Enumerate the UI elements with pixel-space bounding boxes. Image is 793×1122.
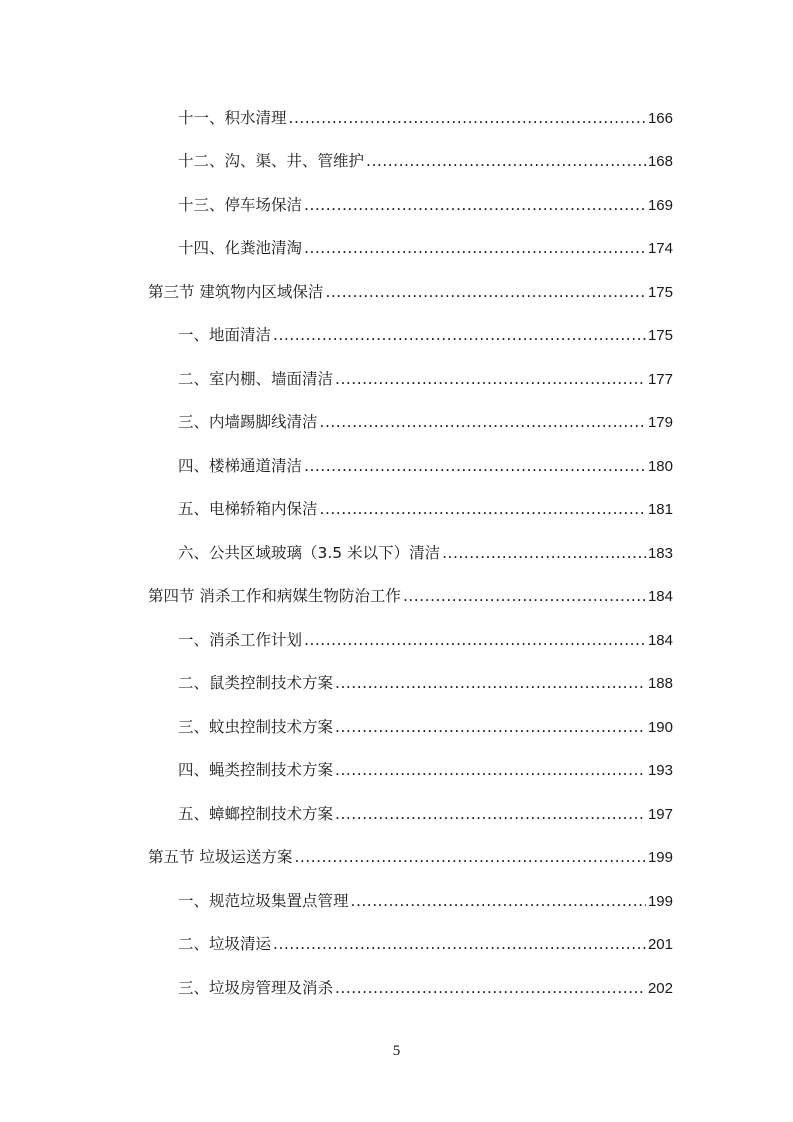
toc-entry-page: 193 xyxy=(647,762,673,779)
toc-entry-page: 184 xyxy=(647,632,673,649)
toc-entry-page: 180 xyxy=(647,458,673,475)
toc-entry-title: 五、蟑螂控制技术方案 xyxy=(178,805,334,823)
toc-entry-title: 六、公共区域玻璃（3.5 米以下）清洁 xyxy=(178,544,441,562)
toc-entry-title: 十四、化粪池清淘 xyxy=(178,239,303,257)
toc-entry[interactable] xyxy=(178,715,673,739)
toc-entry-title: 三、蚊虫控制技术方案 xyxy=(178,718,334,736)
toc-entry-title: 四、蝇类控制技术方案 xyxy=(178,761,334,779)
toc-leader-dots xyxy=(273,932,646,956)
toc-entry-page: 199 xyxy=(647,893,673,910)
toc-entry-page: 175 xyxy=(647,327,673,344)
page-number: 5 xyxy=(392,1043,401,1059)
toc-entry[interactable] xyxy=(178,671,673,695)
toc-leader-dots xyxy=(304,628,646,652)
toc-entry[interactable] xyxy=(178,802,673,826)
toc-entry-page: 177 xyxy=(647,371,673,388)
toc-section-entry[interactable] xyxy=(148,280,673,304)
toc-entry-title: 三、内墙踢脚线清洁 xyxy=(178,413,318,431)
toc-entry[interactable] xyxy=(178,628,673,652)
toc-entry[interactable] xyxy=(178,106,673,130)
toc-entry[interactable] xyxy=(178,193,673,217)
toc-entry[interactable] xyxy=(178,367,673,391)
toc-entry-page: 201 xyxy=(647,936,673,953)
toc-entry-page: 184 xyxy=(647,588,673,605)
toc-entry[interactable] xyxy=(178,541,673,565)
toc-leader-dots xyxy=(403,584,646,608)
toc-entry-title: 第三节 建筑物内区域保洁 xyxy=(148,283,324,301)
toc-entry-title: 二、室内棚、墙面清洁 xyxy=(178,370,334,388)
toc-leader-dots xyxy=(366,149,646,173)
toc-leader-dots xyxy=(442,541,646,565)
toc-entry[interactable] xyxy=(178,976,673,1000)
toc-entry-page: 197 xyxy=(647,806,673,823)
toc-section-entry[interactable] xyxy=(148,584,673,608)
toc-leader-dots xyxy=(304,454,646,478)
toc-entry-page: 169 xyxy=(647,197,673,214)
toc-entry-title: 一、规范垃圾集置点管理 xyxy=(178,892,349,910)
toc-leader-dots xyxy=(304,236,646,260)
toc-leader-dots xyxy=(294,845,646,869)
toc-entry[interactable] xyxy=(178,236,673,260)
toc-leader-dots xyxy=(335,976,646,1000)
toc-leader-dots xyxy=(351,889,646,913)
toc-entry[interactable] xyxy=(178,889,673,913)
toc-entry-page: 183 xyxy=(647,545,673,562)
toc-entry[interactable] xyxy=(178,454,673,478)
toc-entry-page: 202 xyxy=(647,980,673,997)
toc-entry-page: 199 xyxy=(647,849,673,866)
toc-entry-title: 一、消杀工作计划 xyxy=(178,631,303,649)
toc-entry-title: 二、垃圾清运 xyxy=(178,935,272,953)
toc-leader-dots xyxy=(335,758,646,782)
toc-entry-page: 175 xyxy=(647,284,673,301)
toc-entry[interactable] xyxy=(178,323,673,347)
toc-entry[interactable] xyxy=(178,758,673,782)
toc-entry-page: 166 xyxy=(647,110,673,127)
toc-entry[interactable] xyxy=(178,932,673,956)
toc-entry-title: 五、电梯轿箱内保洁 xyxy=(178,500,318,518)
toc-entry-title: 一、地面清洁 xyxy=(178,326,272,344)
toc-entry[interactable] xyxy=(178,497,673,521)
toc-entry-title: 十一、积水清理 xyxy=(178,109,287,127)
toc-entry[interactable] xyxy=(178,410,673,434)
toc-entry-page: 181 xyxy=(647,501,673,518)
toc-leader-dots xyxy=(304,193,646,217)
toc-entry-title: 三、垃圾房管理及消杀 xyxy=(178,979,334,997)
toc-entry-page: 179 xyxy=(647,414,673,431)
toc-leader-dots xyxy=(273,323,646,347)
toc-entry-title: 十二、沟、渠、井、管维护 xyxy=(178,152,365,170)
toc-entry-title: 第五节 垃圾运送方案 xyxy=(148,848,293,866)
toc-leader-dots xyxy=(335,671,646,695)
toc-entry-title: 第四节 消杀工作和病媒生物防治工作 xyxy=(148,587,401,605)
toc-entry[interactable] xyxy=(178,149,673,173)
toc-leader-dots xyxy=(335,367,646,391)
toc-entry-page: 188 xyxy=(647,675,673,692)
toc-leader-dots xyxy=(325,280,646,304)
toc-leader-dots xyxy=(320,497,646,521)
toc-entry-page: 174 xyxy=(647,240,673,257)
toc-leader-dots xyxy=(335,802,646,826)
toc-entry-title: 四、楼梯通道清洁 xyxy=(178,457,303,475)
toc-entry-title: 十三、停车场保洁 xyxy=(178,196,303,214)
toc-leader-dots xyxy=(289,106,646,130)
toc-entry-title: 二、鼠类控制技术方案 xyxy=(178,674,334,692)
toc-section-entry[interactable] xyxy=(148,845,673,869)
toc-entry-page: 190 xyxy=(647,719,673,736)
toc-leader-dots xyxy=(335,715,646,739)
toc-entry-page: 168 xyxy=(647,153,673,170)
toc-leader-dots xyxy=(320,410,646,434)
